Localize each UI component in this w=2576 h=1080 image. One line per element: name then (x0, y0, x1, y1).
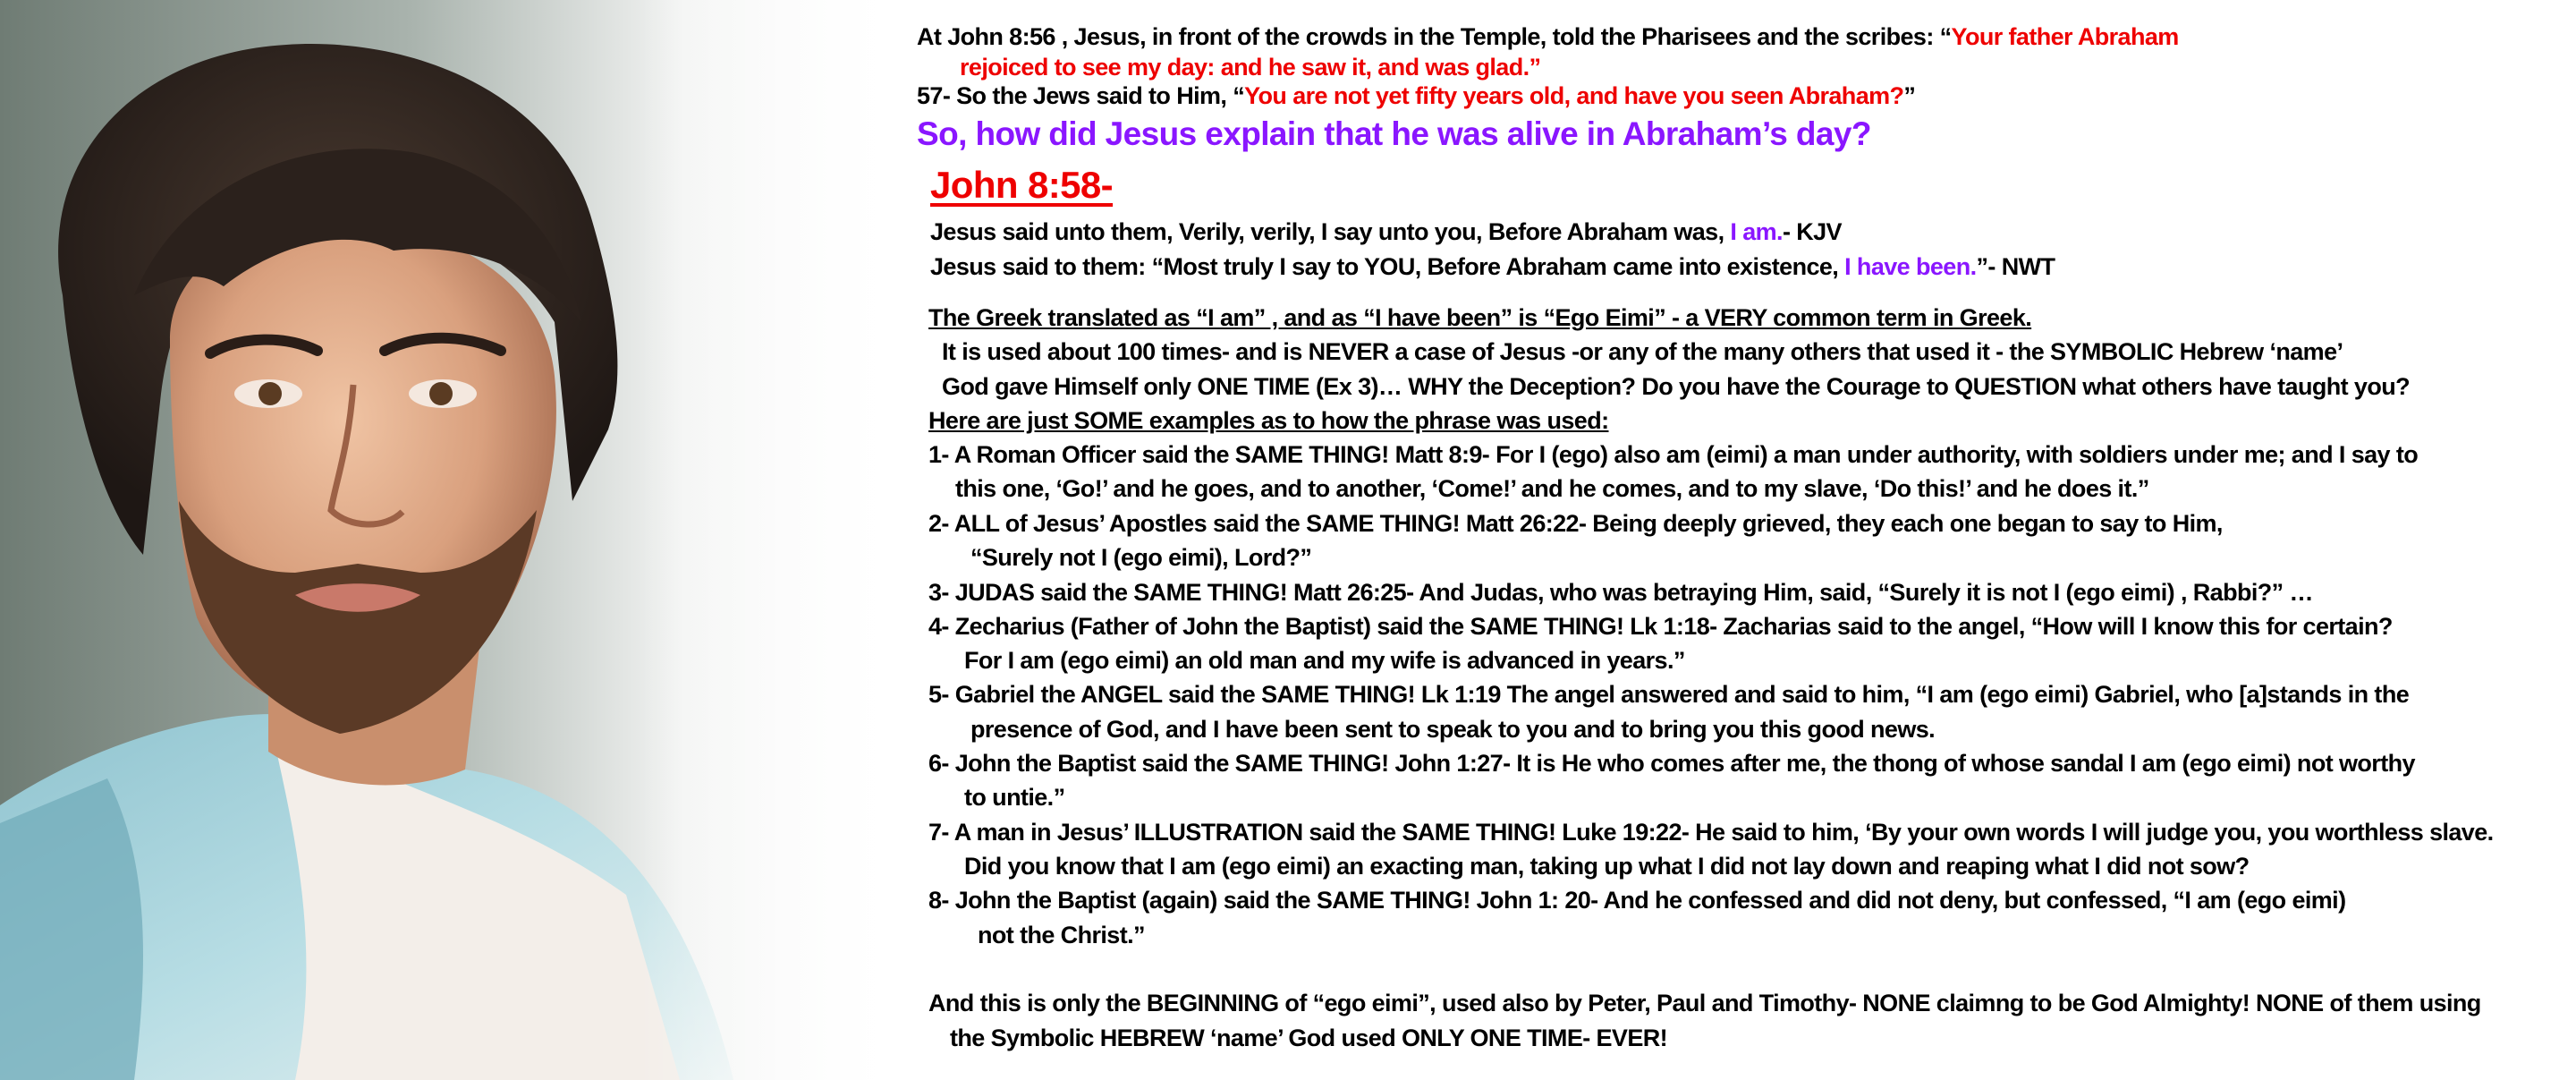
intro-line-2: rejoiced to see my day: and he saw it, and was glad.” (960, 54, 1541, 81)
closing-line-2: the Symbolic HEBREW ‘name’ God used ONLY ONE TIME- EVER! (950, 1025, 1668, 1051)
greek-paragraph-1: It is used about 100 times- and is NEVER a case of Jesus -or any of the many others that used it - the SYMBOLIC Hebrew ‘name’ (942, 338, 2343, 365)
nwt-line (930, 250, 2055, 284)
example-6-line-1: 6- John the Baptist said the SAME THING! John 1:27- It is He who comes after me, the thong of whose sandal I am (ego eimi) not worthy (928, 750, 2415, 777)
kjv-label: - KJV (1782, 218, 1842, 245)
kjv-i-am: I am. (1730, 218, 1783, 245)
example-7-line-1: 7- A man in Jesus’ ILLUSTRATION said the SAME THING! Luke 19:22- He said to him, ‘By your own words I will judge you, you worthless slave. (928, 819, 2494, 846)
kjv-line (930, 215, 1842, 249)
verse-57-text: 57- So the Jews said to Him, “ (917, 82, 1245, 109)
example-1-line-2: this one, ‘Go!’ and he goes, and to another, ‘Come!’ and he comes, and to my slave, ‘Do this!’ and he does it.” (955, 475, 2149, 502)
nwt-text: Jesus said to them: “Most truly I say to YOU, Before Abraham came into existence, (930, 253, 1845, 280)
example-4-line-1: 4- Zecharius (Father of John the Baptist) said the SAME THING! Lk 1:18- Zacharias said to the angel, “How will I know this for certain? (928, 613, 2393, 640)
closing-line-1: And this is only the BEGINNING of “ego eimi”, used also by Peter, Paul and Timothy- NONE claimng to be God Almighty! NONE of them using (928, 990, 2481, 1016)
kjv-text: Jesus said unto them, Verily, verily, I say unto you, Before Abraham was, (930, 218, 1731, 245)
nwt-label: ”- NWT (1976, 253, 2055, 280)
example-7-line-2: Did you know that I am (ego eimi) an exacting man, taking up what I did not lay down and reaping what I did not sow? (964, 853, 2250, 880)
example-8-line-2: not the Christ.” (978, 922, 1145, 948)
example-2-line-1: 2- ALL of Jesus’ Apostles said the SAME THING! Matt 26:22- Being deeply grieved, they each one began to say to Him, (928, 510, 2223, 537)
greek-heading: The Greek translated as “I am” , and as “I have been” is “Ego Eimi” - a VERY common term in Greek. (928, 304, 2032, 331)
example-6-line-2: to untie.” (964, 784, 1065, 811)
example-1-line-1: 1- A Roman Officer said the SAME THING! Matt 8:9- For I (ego) also am (eimi) a man under authority, with soldiers under me; and I say to (928, 441, 2419, 468)
greek-paragraph-2: God gave Himself only ONE TIME (Ex 3)… WHY the Deception? Do you have the Courage to QUESTION what others have taught you? (942, 373, 2411, 400)
question-heading: So, how did Jesus explain that he was alive in Abraham’s day? (917, 115, 1871, 152)
article-text (903, 0, 2567, 1080)
intro-line-3 (917, 79, 1915, 113)
intro-line-1 (917, 20, 2179, 54)
examples-heading: Here are just SOME examples as to how the phrase was used: (928, 407, 1609, 434)
example-5-line-2: presence of God, and I have been sent to speak to you and to bring you this good news. (970, 716, 1936, 743)
verse-reference: John 8:58- (930, 164, 1114, 206)
intro-text: At John 8:56 , Jesus, in front of the crowds in the Temple, told the Pharisees and the scribes: “ (917, 23, 1952, 50)
quote-fifty-years: You are not yet fifty years old, and have you seen Abraham? (1244, 82, 1904, 109)
example-3-line-1: 3- JUDAS said the SAME THING! Matt 26:25- And Judas, who was betraying Him, said, “Surely it is not I (ego eimi) , Rabbi?” … (928, 579, 2313, 606)
nwt-i-have-been: I have been. (1844, 253, 1977, 280)
example-5-line-1: 5- Gabriel the ANGEL said the SAME THING! Lk 1:19 The angel answered and said to him, “I am (ego eimi) Gabriel, who [a]stands in the (928, 681, 2410, 708)
example-8-line-1: 8- John the Baptist (again) said the SAME THING! John 1: 20- And he confessed and did not deny, but confessed, “I am (ego eimi) (928, 887, 2346, 914)
quote-abraham: Your father Abraham (1951, 23, 2179, 50)
jesus-portrait (0, 0, 912, 1080)
example-2-line-2: “Surely not I (ego eimi), Lord?” (970, 544, 1312, 571)
example-4-line-2: For I am (ego eimi) an old man and my wife is advanced in years.” (964, 647, 1685, 674)
quote-close: ” (1903, 82, 1916, 109)
portrait-painting (0, 0, 912, 1080)
